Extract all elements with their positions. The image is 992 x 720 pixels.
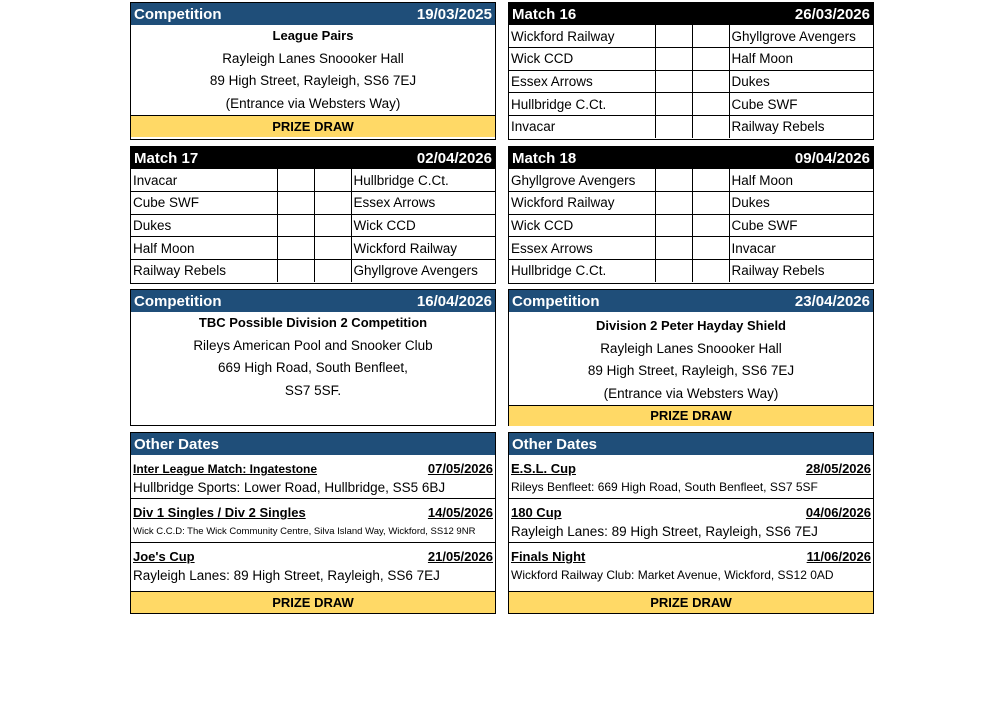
prize-draw-banner: PRIZE DRAW [509, 591, 873, 613]
event-venue: Rayleigh Lanes: 89 High Street, Rayleigh, SS6 7EJ [133, 568, 440, 583]
away-team: Invacar [729, 237, 873, 260]
fixture-row [131, 169, 495, 192]
home-score[interactable] [655, 259, 692, 282]
event-row [131, 543, 495, 564]
fixtures-table [131, 169, 495, 282]
venue-line: (Entrance via Websters Way) [225, 95, 401, 111]
venue-line: Rayleigh Lanes Snoooker Hall [600, 340, 782, 356]
away-team: Wick CCD [351, 214, 495, 237]
home-team: Wickford Railway [509, 25, 655, 48]
fixtures-table [509, 169, 873, 282]
fixtures-table [509, 25, 873, 138]
venue-line: SS7 5SF. [284, 382, 342, 398]
venue-line: Rileys American Pool and Snooker Club [193, 337, 433, 353]
home-score[interactable] [277, 169, 314, 192]
away-team: Hullbridge C.Ct. [351, 169, 495, 192]
panel-date: 26/03/2026 [794, 5, 870, 23]
competition-details [131, 312, 495, 402]
home-team: Ghyllgrove Avengers [509, 169, 655, 192]
away-team: Railway Rebels [729, 259, 873, 282]
away-team: Half Moon [729, 48, 873, 71]
event-row [131, 499, 495, 520]
fixture-row [131, 192, 495, 215]
event-venue: Rileys Benfleet: 669 High Road, South Benfleet, SS7 5SF [509, 476, 873, 499]
event-name: Inter League Match: Ingatestone [133, 462, 318, 476]
away-team: Cube SWF [729, 214, 873, 237]
home-score[interactable] [655, 169, 692, 192]
away-team: Wickford Railway [351, 237, 495, 260]
venue-line: (Entrance via Websters Way) [603, 385, 779, 401]
event-name: 180 Cup [511, 505, 562, 520]
panel-title: Other Dates [512, 435, 598, 453]
competition-details [509, 312, 873, 405]
prize-draw-banner: PRIZE DRAW [509, 405, 873, 426]
panel-date: 09/04/2026 [794, 149, 870, 167]
away-team: Ghyllgrove Avengers [351, 259, 495, 282]
away-team: Dukes [729, 70, 873, 93]
home-team: Half Moon [131, 237, 277, 260]
fixture-row [509, 169, 873, 192]
away-score[interactable] [692, 192, 729, 215]
away-score[interactable] [314, 169, 351, 192]
event-name: Joe's Cup [133, 549, 195, 564]
panel-header [509, 147, 873, 169]
event-date: 14/05/2026 [427, 505, 493, 520]
home-score[interactable] [655, 93, 692, 116]
away-score[interactable] [692, 25, 729, 48]
away-score[interactable] [692, 169, 729, 192]
competition-details [131, 25, 495, 115]
venue-line: 669 High Road, South Benfleet, [218, 360, 408, 376]
event-date: 28/05/2026 [805, 461, 871, 476]
away-score[interactable] [314, 237, 351, 260]
away-score[interactable] [314, 214, 351, 237]
home-team: Wick CCD [509, 214, 655, 237]
fixture-row [509, 237, 873, 260]
fixture-row [131, 237, 495, 260]
event-venue: Wickford Railway Club: Market Avenue, Wickford, SS12 0AD [511, 568, 834, 582]
competition-name: League Pairs [272, 28, 354, 43]
event-row [509, 455, 873, 476]
competition-panel-2 [130, 289, 496, 426]
home-team: Hullbridge C.Ct. [509, 259, 655, 282]
home-team: Hullbridge C.Ct. [509, 93, 655, 116]
home-team: Essex Arrows [509, 237, 655, 260]
panel-header [131, 433, 495, 455]
home-team: Essex Arrows [509, 70, 655, 93]
fixture-row [131, 214, 495, 237]
match-18-panel [508, 146, 874, 284]
away-team: Ghyllgrove Avengers [729, 25, 873, 48]
away-score[interactable] [692, 48, 729, 71]
fixture-row [131, 259, 495, 282]
other-dates-panel-2 [508, 432, 874, 614]
venue-line: Rayleigh Lanes Snoooker Hall [222, 50, 404, 66]
panel-header [509, 290, 873, 312]
home-score[interactable] [655, 25, 692, 48]
fixture-row [509, 48, 873, 71]
panel-title: Competition [134, 5, 222, 23]
competition-panel-3 [508, 289, 874, 426]
home-score[interactable] [277, 237, 314, 260]
away-team: Essex Arrows [351, 192, 495, 215]
event-date: 11/06/2026 [806, 549, 871, 564]
home-score[interactable] [655, 70, 692, 93]
panel-header [509, 3, 873, 25]
event-row [509, 543, 873, 564]
away-score[interactable] [692, 93, 729, 116]
event-date: 04/06/2026 [805, 505, 871, 520]
home-team: Invacar [131, 169, 277, 192]
away-team: Dukes [729, 192, 873, 215]
panel-header [509, 433, 873, 455]
away-score[interactable] [692, 115, 729, 138]
away-score[interactable] [314, 192, 351, 215]
fixture-row [509, 214, 873, 237]
competition-name: Division 2 Peter Hayday Shield [595, 318, 787, 333]
home-score[interactable] [277, 192, 314, 215]
event-venue: Wick C.C.D: The Wick Community Centre, Silva Island Way, Wickford, SS12 9NR [131, 520, 495, 543]
home-team: Invacar [509, 115, 655, 138]
panel-date: 19/03/2025 [416, 5, 492, 23]
venue-line: 89 High Street, Rayleigh, SS6 7EJ [587, 363, 795, 379]
home-score[interactable] [277, 259, 314, 282]
away-score[interactable] [692, 259, 729, 282]
away-score[interactable] [692, 237, 729, 260]
event-row [509, 499, 873, 520]
venue-line: 89 High Street, Rayleigh, SS6 7EJ [209, 73, 417, 89]
fixture-row [509, 115, 873, 138]
other-dates-panel-1 [130, 432, 496, 614]
away-team: Half Moon [729, 169, 873, 192]
event-date: 07/05/2026 [427, 461, 493, 476]
event-name: Finals Night [511, 549, 586, 564]
home-score[interactable] [655, 115, 692, 138]
home-score[interactable] [277, 214, 314, 237]
away-score[interactable] [314, 259, 351, 282]
panel-date: 16/04/2026 [416, 292, 492, 310]
home-team: Dukes [131, 214, 277, 237]
panel-title: Competition [134, 292, 222, 310]
event-venue: Hullbridge Sports: Lower Road, Hullbridge, SS5 6BJ [131, 476, 495, 499]
home-team: Wickford Railway [509, 192, 655, 215]
away-team: Cube SWF [729, 93, 873, 116]
panel-title: Match 17 [134, 149, 199, 167]
fixture-row [509, 93, 873, 116]
prize-draw-banner: PRIZE DRAW [131, 591, 495, 613]
event-name: Div 1 Singles / Div 2 Singles [133, 505, 306, 520]
event-name: E.S.L. Cup [511, 461, 576, 476]
event-date: 21/05/2026 [427, 549, 493, 564]
away-score[interactable] [692, 214, 729, 237]
home-score[interactable] [655, 192, 692, 215]
panel-header [131, 290, 495, 312]
away-team: Railway Rebels [729, 115, 873, 138]
home-team: Wick CCD [509, 48, 655, 71]
home-score[interactable] [655, 237, 692, 260]
home-score[interactable] [655, 214, 692, 237]
match-17-panel [130, 146, 496, 284]
panel-title: Match 16 [512, 5, 577, 23]
home-score[interactable] [655, 48, 692, 71]
competition-name: TBC Possible Division 2 Competition [198, 315, 428, 330]
fixture-row [509, 259, 873, 282]
event-venue: Rayleigh Lanes: 89 High Street, Rayleigh, SS6 7EJ [509, 520, 873, 543]
panel-header [131, 3, 495, 25]
panel-title: Competition [512, 292, 600, 310]
home-team: Cube SWF [131, 192, 277, 215]
panel-title: Match 18 [512, 149, 577, 167]
competition-panel-1 [130, 2, 496, 140]
panel-title: Other Dates [134, 435, 220, 453]
panel-header [131, 147, 495, 169]
fixture-row [509, 25, 873, 48]
fixture-row [509, 70, 873, 93]
match-16-panel [508, 2, 874, 140]
away-score[interactable] [692, 70, 729, 93]
prize-draw-banner: PRIZE DRAW [131, 115, 495, 137]
panel-date: 02/04/2026 [416, 149, 492, 167]
home-team: Railway Rebels [131, 259, 277, 282]
fixture-row [509, 192, 873, 215]
event-row [131, 455, 495, 476]
panel-date: 23/04/2026 [794, 292, 870, 310]
